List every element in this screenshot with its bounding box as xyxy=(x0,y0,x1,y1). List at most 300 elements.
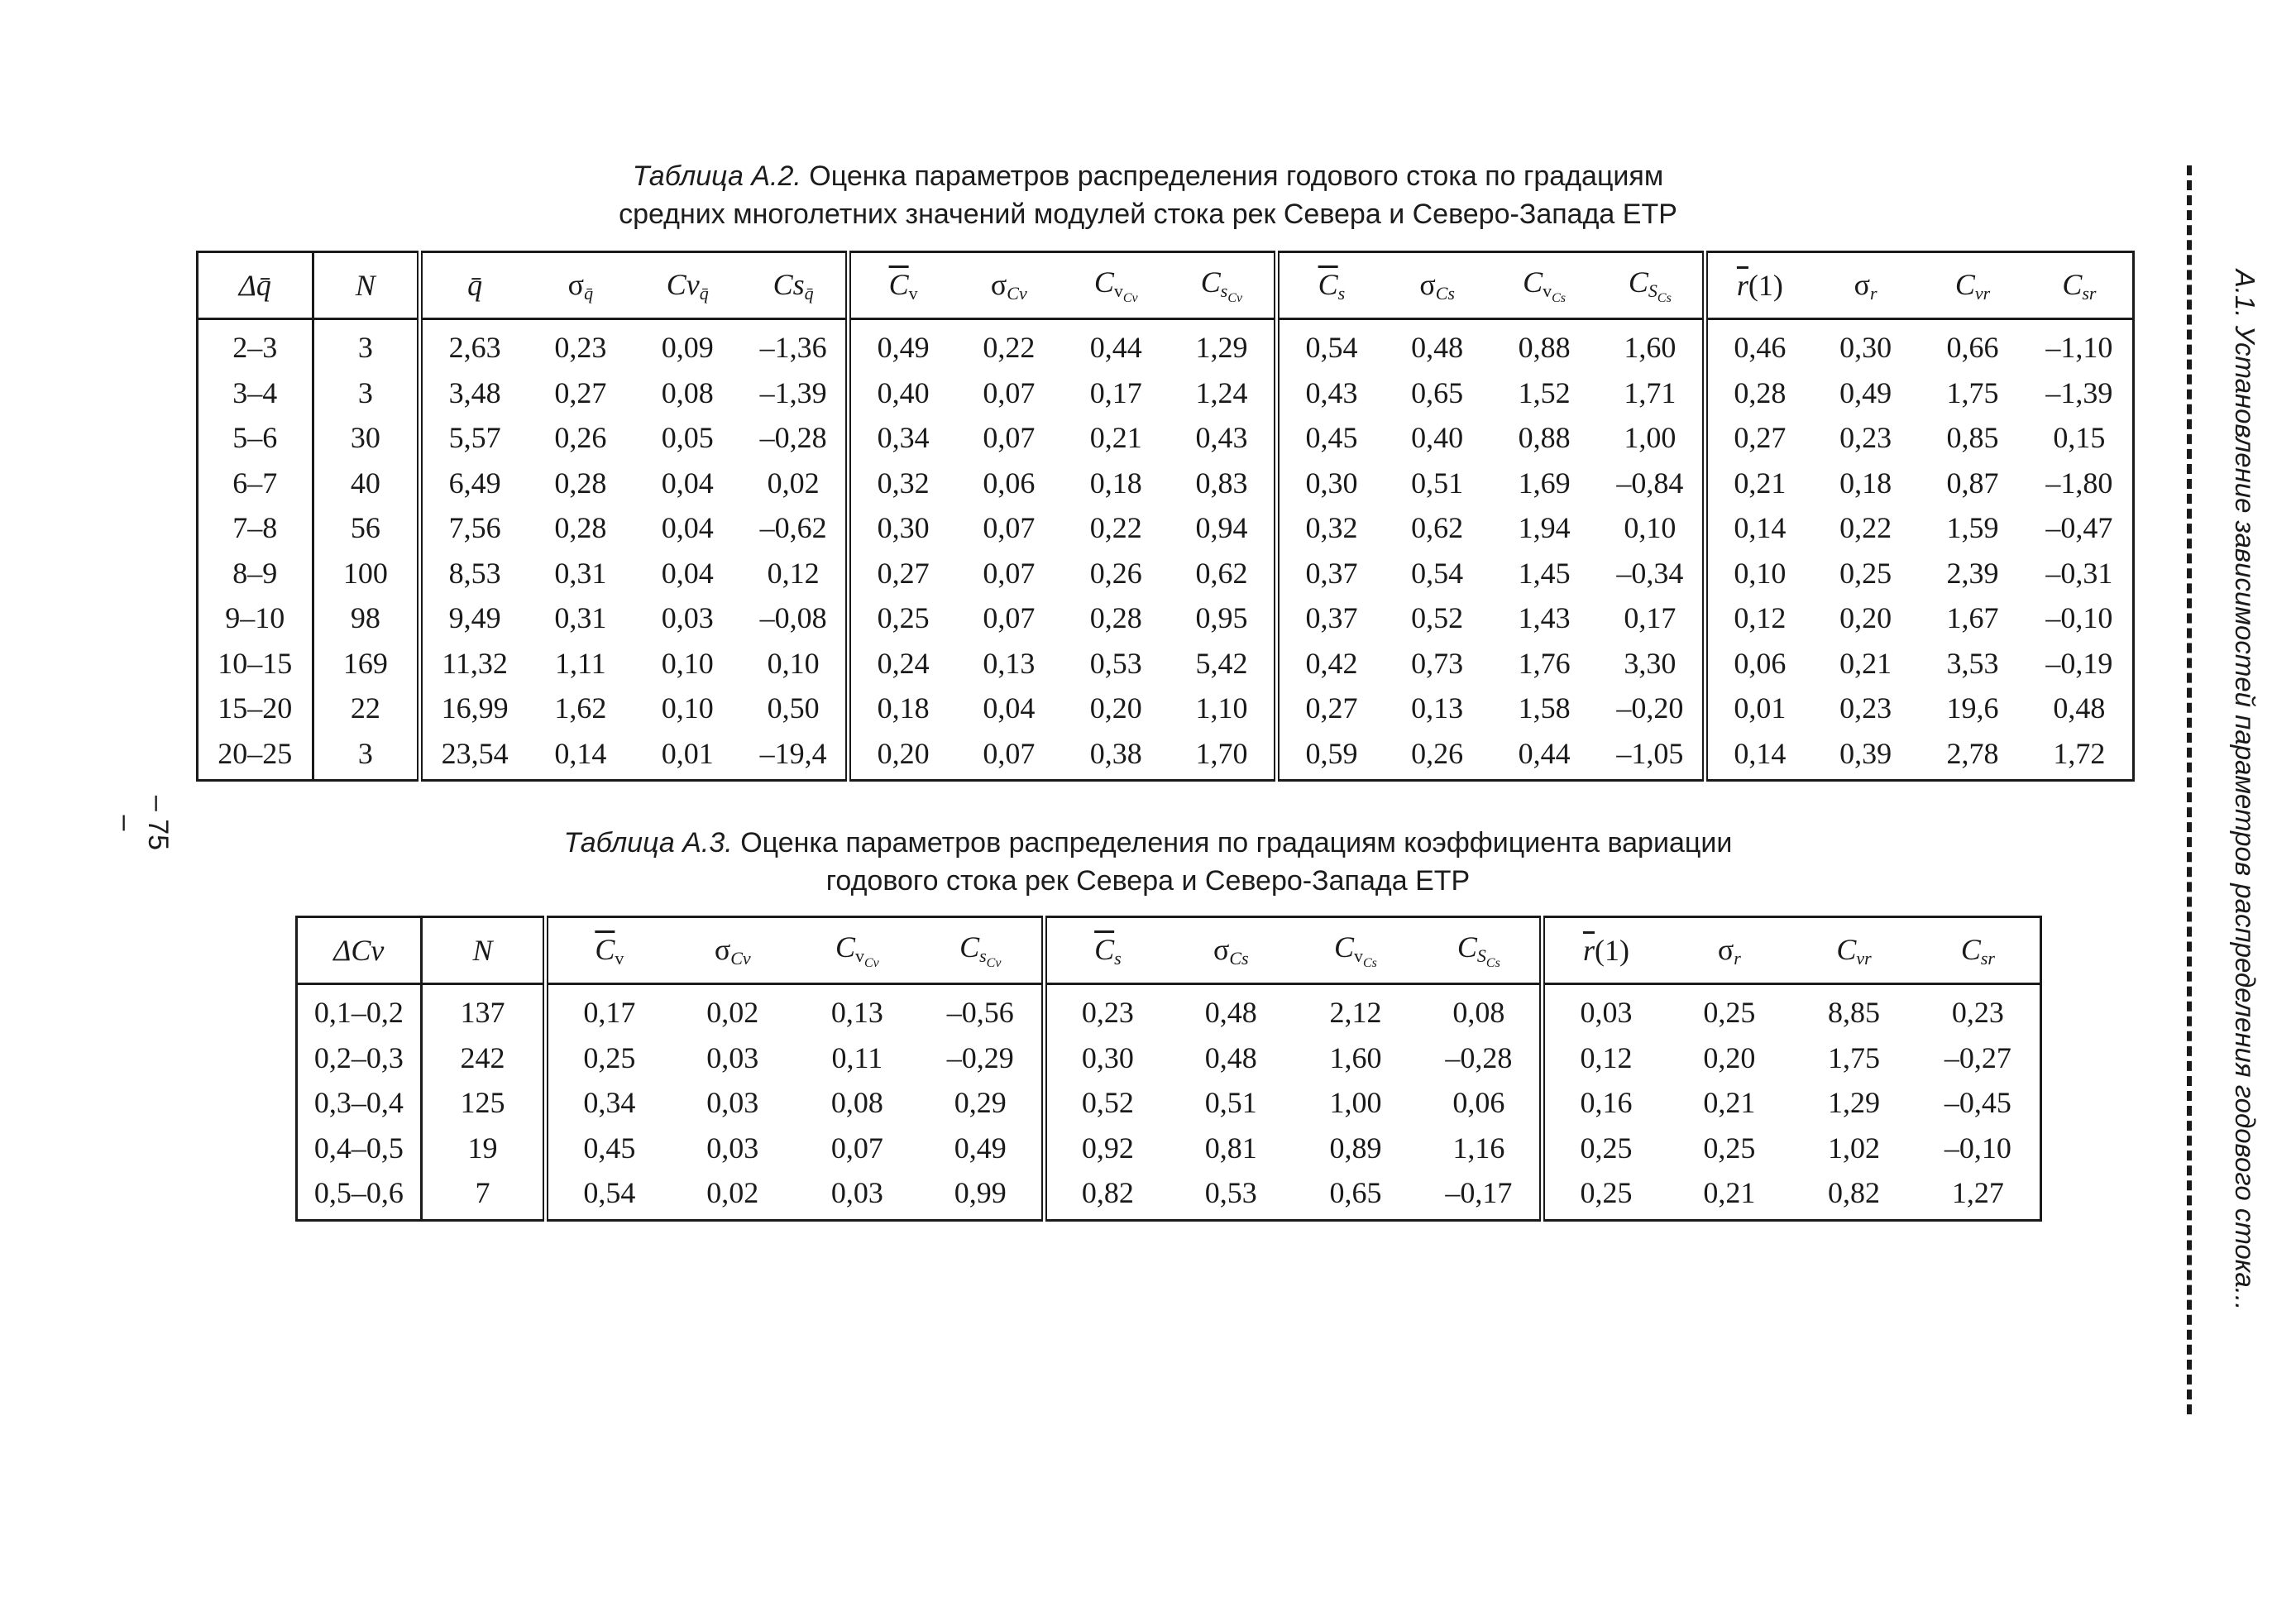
table-cell: 0,42 xyxy=(1276,641,1383,686)
table-cell: 1,29 xyxy=(1828,1086,1880,1120)
header-cs-cv: $C_{s_{Cv}}$ xyxy=(920,917,1045,984)
table-cell: 0,02 xyxy=(706,996,759,1030)
table-cell: 0,27 xyxy=(1276,686,1383,731)
table-cell: 0,07 xyxy=(983,556,1036,590)
header-cvr: $C_{vr}$ xyxy=(1791,917,1916,984)
table-cell: 0,92 xyxy=(1044,1126,1169,1171)
table-cell: 0,24 xyxy=(849,641,955,686)
table-cell: 0,54 xyxy=(1411,556,1464,590)
table-cell: 0,14 xyxy=(1705,505,1811,551)
table-cell: 0,07 xyxy=(830,1131,883,1165)
table-cell: 0,06 xyxy=(1452,1086,1505,1120)
table-cell: 0,82 xyxy=(1044,1170,1169,1220)
table-cell: 0,08 xyxy=(830,1086,883,1120)
table-cell: –1,36 xyxy=(759,331,827,365)
header-csr: $C_{sr}$ xyxy=(2026,252,2134,319)
table-cell: 9–10 xyxy=(225,601,285,635)
table-cell: 0,37 xyxy=(1276,596,1383,641)
table-cell: 0,18 xyxy=(849,686,955,731)
table-cell: 0,04 xyxy=(661,511,714,545)
header-cv-q: $Cv_{q̄}$ xyxy=(634,252,741,319)
table3-header-row xyxy=(297,917,2041,984)
table-cell: –0,17 xyxy=(1445,1176,1513,1210)
table-cell: 0,30 xyxy=(1044,1036,1169,1081)
table-row xyxy=(297,1036,2041,1081)
table-cell: 0,15 xyxy=(2053,421,2106,455)
table-cell: 1,76 xyxy=(1518,646,1571,680)
table-cell: –0,29 xyxy=(946,1040,1014,1074)
running-header xyxy=(2228,165,2261,1414)
table-cell: 0,87 xyxy=(1946,466,1999,500)
table-row xyxy=(198,641,2134,686)
table-cell: 19,6 xyxy=(1946,691,1999,725)
header-n: N xyxy=(313,252,419,319)
header-sigma-cs: $\sigma_{Cs}$ xyxy=(1384,252,1490,319)
header-cs-cs: $C_{S_{Cs}}$ xyxy=(1418,917,1543,984)
table-cell: 0,02 xyxy=(706,1176,759,1210)
header-sigma-q: $\sigma_{q̄}$ xyxy=(527,252,634,319)
table-cell: 0,62 xyxy=(1195,556,1248,590)
table-cell: 0,44 xyxy=(1518,736,1571,770)
table-cell: 19 xyxy=(421,1126,546,1171)
table-cell: 0,16 xyxy=(1543,1080,1667,1126)
table-cell: 6–7 xyxy=(232,466,278,500)
table-cell: 0,21 xyxy=(1089,421,1142,455)
table-cell: 0,39 xyxy=(1839,736,1892,770)
table-cell: 0,17 xyxy=(1089,375,1142,409)
table3 xyxy=(295,916,2042,1222)
header-r-mean: $\overline{r}(1)$ xyxy=(1705,252,1811,319)
table-cell: 0,66 xyxy=(1946,331,1999,365)
header-sigma-cs: $\sigma_{Cs}$ xyxy=(1169,917,1294,984)
table-cell: 0,18 xyxy=(1089,466,1142,500)
table-cell: 1,29 xyxy=(1195,331,1248,365)
table3-caption-line2: годового стока рек Севера и Северо-Запада ЕТР xyxy=(825,865,1471,897)
table-cell: 0,23 xyxy=(1839,691,1892,725)
table-cell: –0,08 xyxy=(759,601,827,635)
table2-caption xyxy=(0,157,2296,233)
table-cell: 0,01 xyxy=(661,736,714,770)
table-cell: 8,85 xyxy=(1828,996,1880,1030)
table-cell: 0,07 xyxy=(983,421,1036,455)
table-cell: 1,69 xyxy=(1518,466,1571,500)
table-cell: 0,21 xyxy=(1839,646,1892,680)
table-cell: 0,26 xyxy=(1411,736,1464,770)
table-cell: –0,10 xyxy=(2045,601,2113,635)
table-cell: 0,65 xyxy=(1329,1176,1382,1210)
table-cell: 0,31 xyxy=(554,556,607,590)
table-cell: 0,34 xyxy=(546,1080,671,1126)
table-cell: 0,53 xyxy=(1204,1176,1257,1210)
table-cell: 1,70 xyxy=(1195,736,1248,770)
table-row xyxy=(198,686,2134,731)
table-cell: 0,10 xyxy=(1705,551,1811,596)
table-cell: 98 xyxy=(313,596,419,641)
table-cell: 0,25 xyxy=(1543,1170,1667,1220)
table2-header-row xyxy=(198,252,2134,319)
table-cell: 0,20 xyxy=(1839,601,1892,635)
table-cell: 15–20 xyxy=(218,691,293,725)
table-cell: 0,99 xyxy=(954,1176,1007,1210)
table-cell: 23,54 xyxy=(420,731,528,781)
table-cell: –0,28 xyxy=(759,421,827,455)
table-row xyxy=(297,1126,2041,1171)
table-cell: 0,2–0,3 xyxy=(313,1040,404,1074)
table-cell: 0,10 xyxy=(661,691,714,725)
header-cs-cv: $C_{s_{Cv}}$ xyxy=(1170,252,1276,319)
table-cell: 0,52 xyxy=(1411,601,1464,635)
table3-body xyxy=(297,984,2041,1221)
table-cell: 0,32 xyxy=(1276,505,1383,551)
table-cell: 0,54 xyxy=(1276,319,1383,371)
header-n: N xyxy=(421,917,546,984)
table-cell: 0,04 xyxy=(661,466,714,500)
table-cell: 0,43 xyxy=(1276,371,1383,416)
table-cell: 1,60 xyxy=(1329,1040,1382,1074)
table-cell: 0,07 xyxy=(983,736,1036,770)
table-cell: 1,10 xyxy=(1195,691,1248,725)
table-cell: 0,03 xyxy=(1543,984,1667,1036)
table-cell: 169 xyxy=(313,641,419,686)
table-cell: 1,60 xyxy=(1624,331,1677,365)
table-cell: 7 xyxy=(421,1170,546,1220)
table-cell: –0,31 xyxy=(2045,556,2113,590)
table-cell: 0,73 xyxy=(1411,646,1464,680)
table-cell: 0,14 xyxy=(1705,731,1811,781)
table-cell: –0,28 xyxy=(1445,1040,1513,1074)
table-cell: 0,22 xyxy=(1089,511,1142,545)
table-row xyxy=(198,505,2134,551)
header-r-mean: $\overline{r}(1)$ xyxy=(1543,917,1667,984)
table-cell: 30 xyxy=(313,415,419,461)
table-cell: 7–8 xyxy=(232,511,278,545)
table-cell: 0,25 xyxy=(546,1036,671,1081)
table-cell: 3,30 xyxy=(1624,646,1677,680)
table-cell: 0,12 xyxy=(1705,596,1811,641)
table-cell: –1,39 xyxy=(2045,375,2113,409)
table-cell: 2,78 xyxy=(1946,736,1999,770)
table-cell: –1,10 xyxy=(2045,331,2113,365)
table-cell: 0,13 xyxy=(1411,691,1464,725)
table-cell: 0,25 xyxy=(1839,556,1892,590)
table-cell: 3,53 xyxy=(1946,646,1999,680)
table-cell: 0,25 xyxy=(1703,996,1756,1030)
header-sigma-r: $\sigma_r$ xyxy=(1812,252,1919,319)
table2-caption-line1: Оценка параметров распределения годового стока по градациям xyxy=(809,160,1664,192)
table-cell: –0,10 xyxy=(1944,1131,2011,1165)
header-cs-q: $Cs_{q̄}$ xyxy=(741,252,849,319)
table-cell: 0,49 xyxy=(954,1131,1007,1165)
table-cell: –0,19 xyxy=(2045,646,2113,680)
table-cell: 0,40 xyxy=(1411,421,1464,455)
table-cell: –0,47 xyxy=(2045,511,2113,545)
table-cell: 0,20 xyxy=(1703,1040,1756,1074)
header-dq: Δq̄ xyxy=(198,252,313,319)
header-cv-cs: $C_{v_{Cs}}$ xyxy=(1490,252,1597,319)
header-cv-mean: $\overline{C}_v$ xyxy=(849,252,955,319)
table-cell: –0,62 xyxy=(759,511,827,545)
header-sigma-r: $\sigma_r$ xyxy=(1667,917,1792,984)
table-cell: 0,20 xyxy=(1089,691,1142,725)
table-cell: 0,89 xyxy=(1329,1131,1382,1165)
table-cell: 0,53 xyxy=(1089,646,1142,680)
table2-body xyxy=(198,319,2134,781)
table-cell: –1,39 xyxy=(759,375,827,409)
table-cell: 0,03 xyxy=(706,1086,759,1120)
table-cell: 0,25 xyxy=(1543,1126,1667,1171)
table-cell: 0,21 xyxy=(1703,1086,1756,1120)
table-cell: 1,67 xyxy=(1946,601,1999,635)
table3-caption-line1: Оценка параметров распределения по градациям коэффициента вариации xyxy=(740,827,1733,859)
table-cell: 0,37 xyxy=(1276,551,1383,596)
table-cell: 0,59 xyxy=(1276,731,1383,781)
header-csr: $C_{sr}$ xyxy=(1916,917,2041,984)
table-cell: 3 xyxy=(313,319,419,371)
table-cell: 0,82 xyxy=(1828,1176,1880,1210)
table-cell: 0,45 xyxy=(546,1126,671,1171)
table-cell: 5,42 xyxy=(1195,646,1248,680)
table-cell: 0,5–0,6 xyxy=(313,1176,404,1210)
table-cell: 0,40 xyxy=(849,371,955,416)
table-cell: 0,11 xyxy=(831,1040,883,1074)
table-cell: 1,62 xyxy=(554,691,607,725)
table-cell: 0,50 xyxy=(767,691,820,725)
table-cell: 0,03 xyxy=(661,601,714,635)
table-cell: 0,32 xyxy=(849,461,955,506)
table-cell: 0,23 xyxy=(1839,421,1892,455)
table-cell: 1,00 xyxy=(1624,421,1677,455)
table-cell: 0,13 xyxy=(983,646,1036,680)
table-cell: 1,11 xyxy=(555,646,606,680)
table-cell: 0,09 xyxy=(661,331,714,365)
table-cell: 0,17 xyxy=(546,984,671,1036)
table-cell: 0,04 xyxy=(983,691,1036,725)
table-cell: –0,27 xyxy=(1944,1040,2011,1074)
table-cell: 0,23 xyxy=(1951,996,2004,1030)
table-cell: 1,52 xyxy=(1518,375,1571,409)
table-cell: 0,94 xyxy=(1195,511,1248,545)
table-cell: 40 xyxy=(313,461,419,506)
table-cell: 0,03 xyxy=(706,1131,759,1165)
table-cell: 0,48 xyxy=(1204,996,1257,1030)
table-cell: –0,56 xyxy=(946,996,1014,1030)
table-cell: 0,51 xyxy=(1411,466,1464,500)
table-cell: 0,10 xyxy=(661,646,714,680)
table-cell: 2–3 xyxy=(232,331,278,365)
header-sigma-cv: $\sigma_{Cv}$ xyxy=(670,917,795,984)
table-cell: 0,25 xyxy=(1703,1131,1756,1165)
table-cell: 0,27 xyxy=(849,551,955,596)
table-cell: 2,12 xyxy=(1329,996,1382,1030)
table-cell: 137 xyxy=(421,984,546,1036)
table-cell: 0,43 xyxy=(1195,421,1248,455)
table-cell: 0,30 xyxy=(849,505,955,551)
table-cell: 0,28 xyxy=(554,466,607,500)
table-cell: 0,81 xyxy=(1204,1131,1257,1165)
table-cell: 0,22 xyxy=(983,331,1036,365)
table-cell: 11,32 xyxy=(420,641,528,686)
table-row xyxy=(297,1080,2041,1126)
table-cell: 1,75 xyxy=(1946,375,1999,409)
table-cell: 0,13 xyxy=(830,996,883,1030)
table-row xyxy=(198,596,2134,641)
table-cell: 0,85 xyxy=(1946,421,1999,455)
table-cell: 0,12 xyxy=(767,556,820,590)
table-cell: 0,23 xyxy=(554,331,607,365)
table-cell: 0,21 xyxy=(1705,461,1811,506)
table-cell: 0,88 xyxy=(1518,421,1571,455)
table-cell: 0,44 xyxy=(1089,331,1142,365)
table-row xyxy=(297,984,2041,1036)
table2-caption-line2: средних многолетних значений модулей стока рек Севера и Северо-Запада ЕТР xyxy=(619,199,1677,230)
table-cell: 0,46 xyxy=(1705,319,1811,371)
table-cell: 0,05 xyxy=(661,421,714,455)
header-cs-cs: $C_{S_{Cs}}$ xyxy=(1598,252,1705,319)
table-cell: 0,30 xyxy=(1276,461,1383,506)
table-cell: 8–9 xyxy=(232,556,278,590)
table-cell: 0,31 xyxy=(554,601,607,635)
table-cell: 0,51 xyxy=(1204,1086,1257,1120)
table-cell: 20–25 xyxy=(218,736,293,770)
table-cell: 1,24 xyxy=(1195,375,1248,409)
header-q: q̄ xyxy=(420,252,528,319)
table-cell: 0,49 xyxy=(849,319,955,371)
table-cell: 7,56 xyxy=(420,505,528,551)
table-cell: 0,07 xyxy=(983,601,1036,635)
table-cell: 1,75 xyxy=(1828,1040,1880,1074)
table-cell: 100 xyxy=(313,551,419,596)
table-cell: 0,02 xyxy=(767,466,820,500)
table-cell: 5,57 xyxy=(420,415,528,461)
table-cell: 3–4 xyxy=(232,375,278,409)
margin-dashed-rule xyxy=(2187,165,2192,1414)
table-cell: 242 xyxy=(421,1036,546,1081)
table-row xyxy=(297,1170,2041,1220)
table-cell: 3,48 xyxy=(420,371,528,416)
table-cell: 0,10 xyxy=(1624,511,1677,545)
header-cv-cv: $C_{v_{Cv}}$ xyxy=(1063,252,1170,319)
table2-caption-label: Таблица А.2. xyxy=(632,160,801,192)
table-cell: 0,17 xyxy=(1624,601,1677,635)
table-cell: 0,28 xyxy=(1089,601,1142,635)
table-cell: 1,58 xyxy=(1518,691,1571,725)
header-dcv: ΔCv xyxy=(297,917,422,984)
table-cell: 0,07 xyxy=(983,511,1036,545)
table-cell: 0,52 xyxy=(1044,1080,1169,1126)
table-cell: 0,88 xyxy=(1518,331,1571,365)
table-cell: 0,10 xyxy=(767,646,820,680)
header-cs-mean: $\overline{C}_s$ xyxy=(1044,917,1169,984)
table-cell: 0,08 xyxy=(661,375,714,409)
table-cell: 56 xyxy=(313,505,419,551)
table-cell: 0,08 xyxy=(1452,996,1505,1030)
table-row xyxy=(198,415,2134,461)
table-cell: 0,1–0,2 xyxy=(313,996,404,1030)
table-cell: –19,4 xyxy=(759,736,827,770)
table-cell: 1,71 xyxy=(1624,375,1677,409)
table-row xyxy=(198,551,2134,596)
header-cv-cv: $C_{v_{Cv}}$ xyxy=(795,917,920,984)
table-cell: 0,03 xyxy=(830,1176,883,1210)
table2 xyxy=(196,251,2135,782)
header-cvr: $C_{vr}$ xyxy=(1919,252,2026,319)
table-cell: 0,3–0,4 xyxy=(313,1086,404,1120)
table-cell: –1,05 xyxy=(1616,736,1684,770)
table-cell: 16,99 xyxy=(420,686,528,731)
table-cell: 0,48 xyxy=(2053,691,2106,725)
table-cell: –0,20 xyxy=(1616,691,1684,725)
table-cell: 9,49 xyxy=(420,596,528,641)
table-cell: 1,43 xyxy=(1518,601,1571,635)
header-cv-mean: $\overline{C}_v$ xyxy=(546,917,671,984)
table-cell: 0,04 xyxy=(661,556,714,590)
table-cell: 0,38 xyxy=(1089,736,1142,770)
table-cell: 0,20 xyxy=(849,731,955,781)
table-cell: –0,84 xyxy=(1616,466,1684,500)
table-cell: –0,45 xyxy=(1944,1086,2011,1120)
table-cell: 0,65 xyxy=(1411,375,1464,409)
table-cell: 1,02 xyxy=(1828,1131,1880,1165)
table-cell: 0,06 xyxy=(1705,641,1811,686)
table-row xyxy=(198,371,2134,416)
table-cell: 0,14 xyxy=(554,736,607,770)
table-cell: 125 xyxy=(421,1080,546,1126)
table-row xyxy=(198,731,2134,781)
table-cell: 0,34 xyxy=(849,415,955,461)
table-cell: 1,00 xyxy=(1329,1086,1382,1120)
table-cell: 0,01 xyxy=(1705,686,1811,731)
table-cell: 0,83 xyxy=(1195,466,1248,500)
table-cell: 0,18 xyxy=(1839,466,1892,500)
table-cell: 1,59 xyxy=(1946,511,1999,545)
table-cell: 1,16 xyxy=(1452,1131,1505,1165)
table-cell: 0,23 xyxy=(1044,984,1169,1036)
table-cell: 0,48 xyxy=(1411,331,1464,365)
table-cell: 0,21 xyxy=(1703,1176,1756,1210)
table-cell: 10–15 xyxy=(218,646,293,680)
header-sigma-cv: $\sigma_{Cv}$ xyxy=(955,252,1062,319)
running-header-text: А.1. Установление зависимостей параметров распределения годового стока... xyxy=(2230,269,2260,1311)
table-cell: 0,03 xyxy=(706,1040,759,1074)
table-cell: 0,62 xyxy=(1411,511,1464,545)
table-cell: 3 xyxy=(313,731,419,781)
page-number: – 75 – xyxy=(110,795,174,851)
table-cell: –0,34 xyxy=(1616,556,1684,590)
table-cell: 0,49 xyxy=(1839,375,1892,409)
table-cell: 0,27 xyxy=(554,375,607,409)
table-cell: 0,29 xyxy=(954,1086,1007,1120)
table-cell: 0,95 xyxy=(1195,601,1248,635)
table3-caption-label: Таблица А.3. xyxy=(563,827,733,859)
table-row xyxy=(198,319,2134,371)
table-cell: 1,72 xyxy=(2053,736,2106,770)
table-cell: 0,28 xyxy=(1705,371,1811,416)
header-cv-cs: $C_{v_{Cs}}$ xyxy=(1294,917,1418,984)
table-cell: 6,49 xyxy=(420,461,528,506)
table-cell: 1,27 xyxy=(1951,1176,2004,1210)
table-cell: 22 xyxy=(313,686,419,731)
table-cell: 0,06 xyxy=(983,466,1036,500)
table-cell: –1,80 xyxy=(2045,466,2113,500)
table-cell: 0,12 xyxy=(1543,1036,1667,1081)
table-row xyxy=(198,461,2134,506)
table-cell: 2,39 xyxy=(1946,556,1999,590)
table-cell: 0,25 xyxy=(849,596,955,641)
table-cell: 5–6 xyxy=(232,421,278,455)
table-cell: 0,45 xyxy=(1276,415,1383,461)
table-cell: 0,48 xyxy=(1204,1040,1257,1074)
table-cell: 0,26 xyxy=(554,421,607,455)
